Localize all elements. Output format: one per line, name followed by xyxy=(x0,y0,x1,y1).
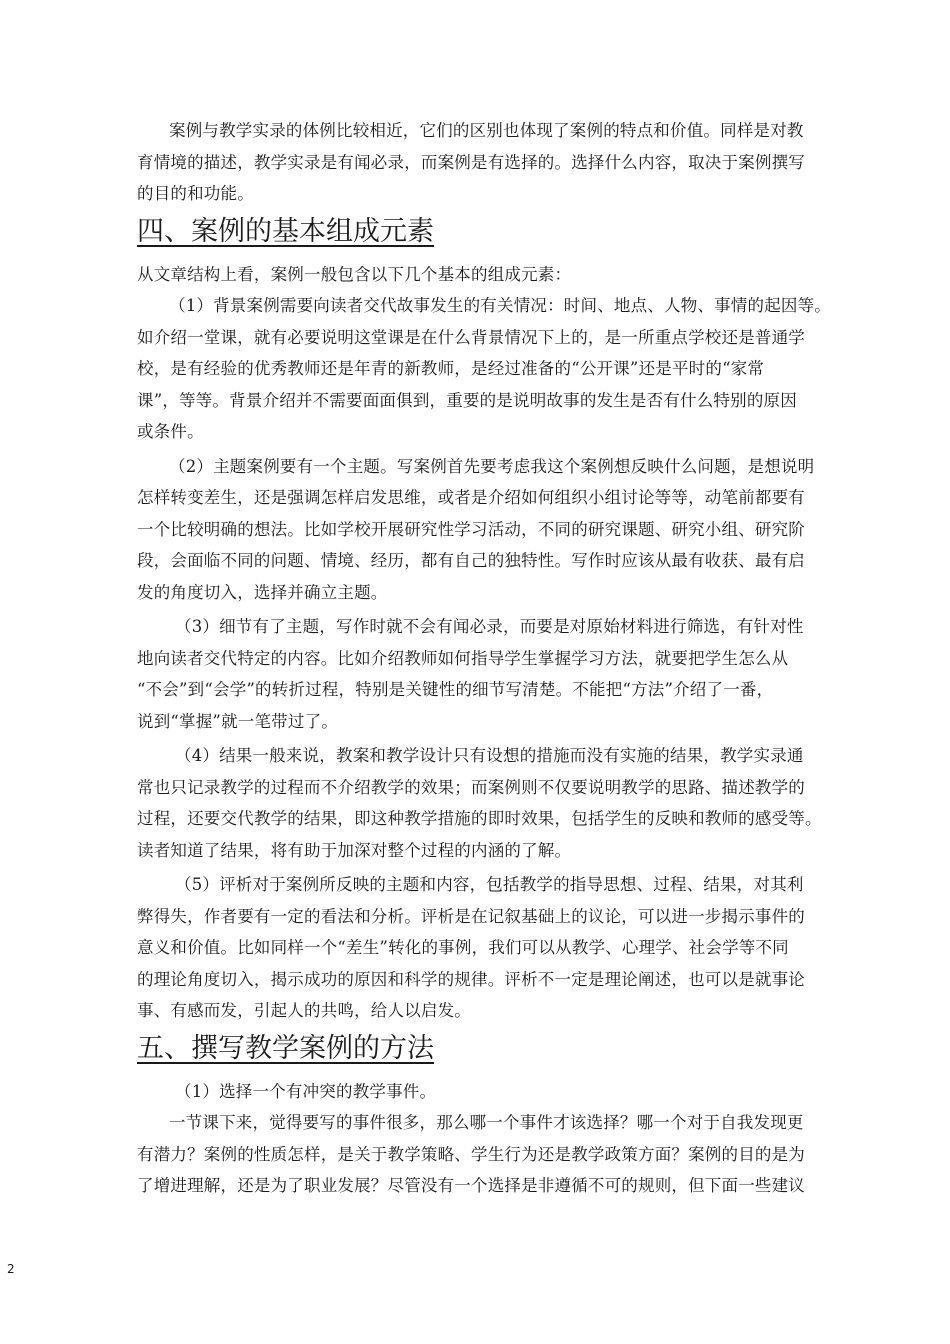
text-line: （4）结果一般来说，教案和教学设计只有设想的措施而没有实施的结果，教学实录通 xyxy=(175,746,804,765)
text-line: 校，是有经验的优秀教师还是年青的新教师，是经过准备的“公开课”还是平时的“家常 xyxy=(137,359,765,378)
text-line: 事、有感而发，引起人的共鸣，给人以启发。 xyxy=(137,1001,471,1020)
element-item-theme xyxy=(137,451,837,609)
text-line: 一节课下来，觉得要写的事件很多，那么哪一个事件才该选择？哪一个对于自我发现更 xyxy=(169,1113,804,1132)
text-line: 发的角度切入，选择并确立主题。 xyxy=(137,582,388,602)
text-line: （3）细节有了主题，写作时就不会有闻必录，而要是对原始材料进行筛选，有针对性 xyxy=(175,617,804,636)
text-line: 有潜力？案例的性质怎样，是关于教学策略、学生行为还是教学政策方面？案例的目的是为 xyxy=(137,1144,805,1164)
intro-paragraph xyxy=(137,115,837,210)
text-line: 课”，等等。背景介绍并不需要面面俱到，重要的是说明故事的发生是否有什么特别的原因 xyxy=(137,390,797,410)
element-item-result xyxy=(137,740,837,866)
element-item-detail xyxy=(137,611,837,737)
method-item: （1）选择一个有冲突的教学事件。 xyxy=(175,1081,437,1101)
text-line: 地向读者交代特定的内容。比如介绍教师如何指导学生掌握学习方法，就要把学生怎么从 xyxy=(137,648,789,668)
section-heading: 五、撰写教学案例的方法 xyxy=(137,1032,434,1064)
text-line: 了增进理解，还是为了职业发展？尽管没有一个选择是非遵循不可的规则，但下面一些建议 xyxy=(137,1176,805,1195)
text-line: （2）主题案例要有一个主题。写案例首先要考虑我这个案例想反映什么问题，是想说明 xyxy=(169,456,815,476)
element-item-background xyxy=(137,290,837,448)
text-line: 意义和价值。比如同样一个“差生”转化的事例，我们可以从教学、心理学、社会学等不同 xyxy=(137,938,789,957)
text-line: （1）背景案例需要向读者交代故事发生的有关情况：时间、地点、人物、事情的起因等。 xyxy=(169,296,831,315)
text-line: 的理论角度切入，揭示成功的原因和科学的规律。评析不一定是理论阐述，也可以是就事论 xyxy=(137,969,805,989)
page-content xyxy=(137,115,837,1202)
text-line: 或条件。 xyxy=(137,422,204,441)
text-line: 弊得失，作者要有一定的看法和分析。评析是在记叙基础上的议论，可以进一步揭示事件的 xyxy=(137,906,805,926)
text-line: 一个比较明确的想法。比如学校开展研究性学习活动，不同的研究课题、研究小组、研究阶 xyxy=(137,519,805,539)
text-line: 说到“掌握”就一笔带过了。 xyxy=(137,711,338,731)
text-line: 常也只记录教学的过程而不介绍教学的效果；而案例则不仅要说明教学的思路、描述教学的 xyxy=(137,777,805,797)
section-lead: 从文章结构上看，案例一般包含以下几个基本的组成元素： xyxy=(137,264,572,284)
section-heading: 四、案例的基本组成元素 xyxy=(137,215,434,247)
text-line: 过程，还要交代教学的结果，即这种教学措施的即时效果，包括学生的反映和教师的感受等。 xyxy=(137,809,822,828)
method-paragraph xyxy=(137,1107,837,1202)
text-line: （5）评析对于案例所反映的主题和内容，包括教学的指导思想、过程、结果，对其利 xyxy=(175,875,804,894)
text-line: 段，会面临不同的问题、情境、经历，都有自己的独特性。写作时应该从最有收获、最有启 xyxy=(137,551,805,570)
text-line: 的目的和功能。 xyxy=(137,184,254,203)
text-line: 育情境的描述，教学实录是有闻必录，而案例是有选择的。选择什么内容，取决于案例撰写 xyxy=(137,152,805,172)
text-line: 怎样转变差生，还是强调怎样启发思维，或者是介绍如何组织小组讨论等等，动笔前都要有 xyxy=(137,488,805,507)
page-number: 2 xyxy=(7,1262,15,1276)
text-line: 读者知道了结果，将有助于加深对整个过程的内涵的了解。 xyxy=(137,840,572,860)
text-line: 如介绍一堂课，就有必要说明这堂课是在什么背景情况下上的，是一所重点学校还是普通学 xyxy=(137,327,805,347)
text-line: “不会”到“会学”的转折过程，特别是关键性的细节写清楚。不能把“方法”介绍了一番， xyxy=(137,680,774,699)
text-line: 案例与教学实录的体例比较相近，它们的区别也体现了案例的特点和价值。同样是对教 xyxy=(169,121,804,140)
element-item-analysis xyxy=(137,869,837,1027)
